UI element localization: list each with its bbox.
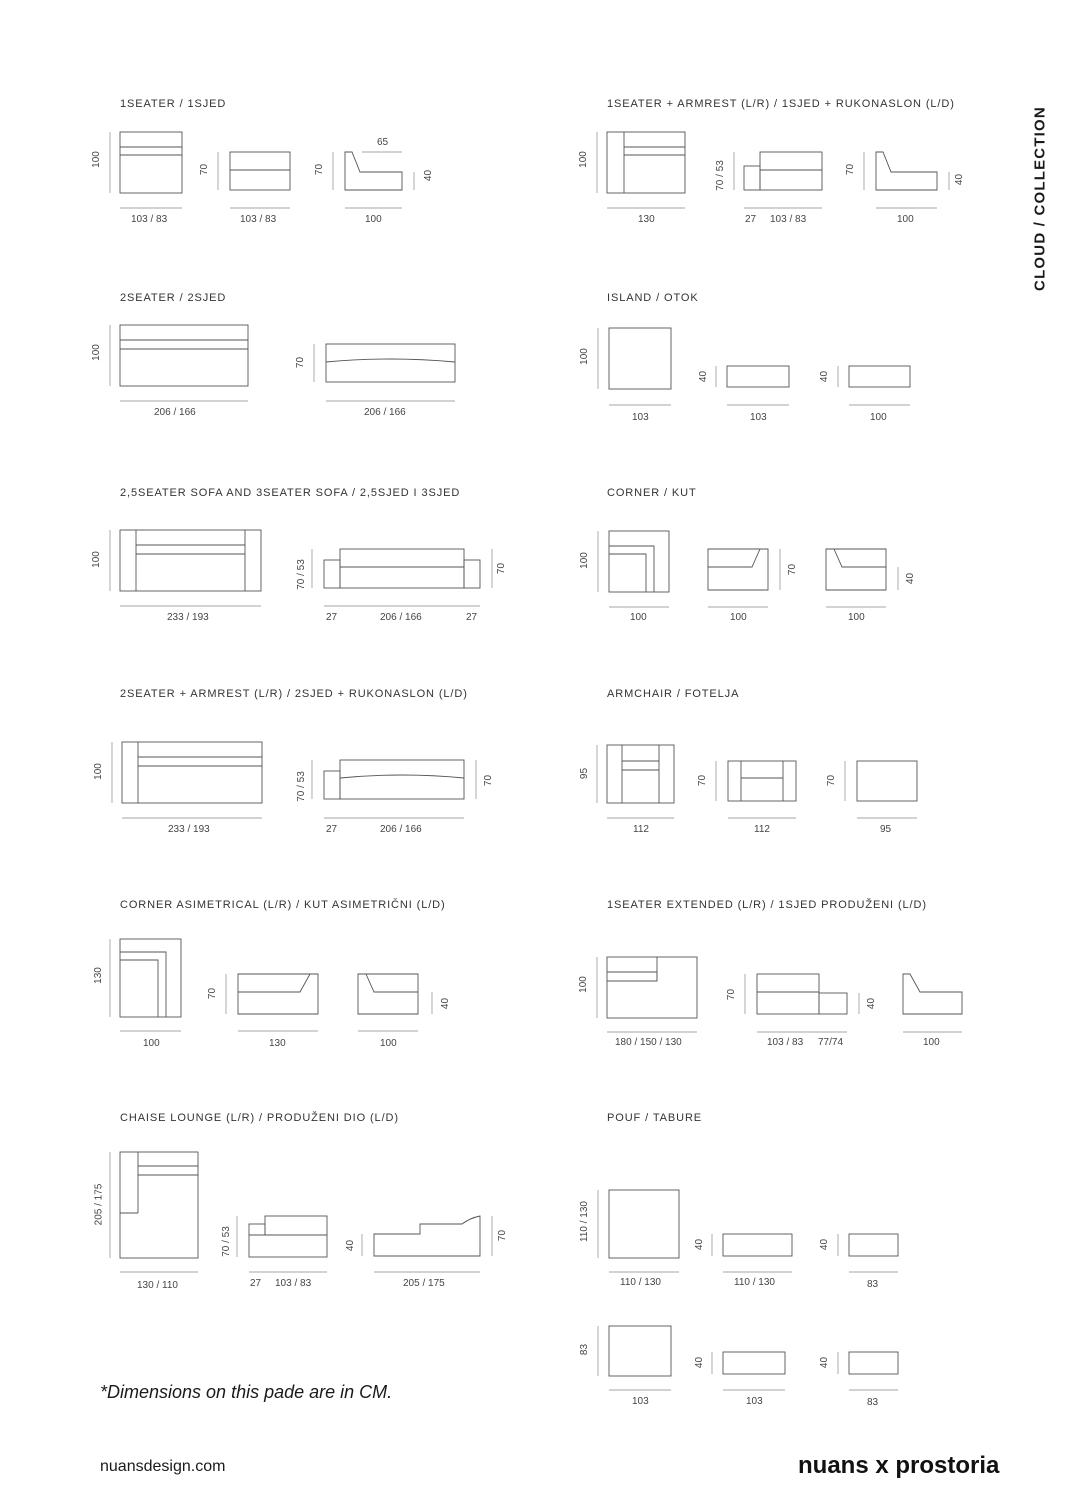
dimension-label: 40 bbox=[440, 997, 452, 1010]
drawing-pouf bbox=[598, 1190, 898, 1390]
dimension-label: 70 / 53 bbox=[295, 771, 307, 802]
dimension-label: 27 bbox=[326, 824, 338, 835]
dimension-label: 100 bbox=[897, 214, 914, 225]
section-title: CORNER / KUT bbox=[607, 487, 697, 499]
dimension-label: 103 bbox=[632, 412, 649, 423]
dimension-label: 95 bbox=[579, 767, 591, 780]
dimension-label: 65 bbox=[377, 137, 389, 148]
dimension-label: 77/74 bbox=[818, 1037, 844, 1048]
dimension-label: 40 bbox=[698, 370, 710, 383]
dimension-label: 100 bbox=[380, 1038, 397, 1049]
section-title: POUF / TABURE bbox=[607, 1112, 703, 1124]
dimension-label: 206 / 166 bbox=[364, 407, 406, 418]
section-title: 1SEATER EXTENDED (L/R) / 1SJED PRODUŽENI (L/D) bbox=[607, 899, 927, 911]
dimension-label: 100 bbox=[577, 976, 589, 993]
section-title: ISLAND / OTOK bbox=[607, 292, 699, 304]
dimension-label: 130 bbox=[638, 214, 655, 225]
dimension-label: 70 bbox=[697, 774, 709, 787]
dimension-label: 83 bbox=[867, 1279, 879, 1290]
dimension-label: 100 bbox=[365, 214, 382, 225]
dimension-label: 70 bbox=[483, 774, 495, 787]
dimension-label: 103 bbox=[632, 1396, 649, 1407]
dimension-label: 205 / 175 bbox=[93, 1183, 105, 1226]
drawing-2seater bbox=[110, 325, 455, 401]
dimension-label: 100 bbox=[848, 612, 865, 623]
dimension-label: 206 / 166 bbox=[380, 612, 422, 623]
drawing-1seater-armrest bbox=[597, 132, 949, 208]
drawing-corner bbox=[598, 531, 898, 607]
collection-title: CLOUD / COLLECTION bbox=[1031, 106, 1049, 291]
section-title: 2SEATER + ARMREST (L/R) / 2SJED + RUKONASLON (L/D) bbox=[120, 688, 468, 700]
dimension-label: 103 bbox=[750, 412, 767, 423]
dimension-label: 83 bbox=[579, 1343, 591, 1356]
dimension-label: 206 / 166 bbox=[380, 824, 422, 835]
brand-name: nuans x prostoria bbox=[798, 1452, 1000, 1479]
dimension-label: 110 / 130 bbox=[620, 1277, 661, 1288]
dimension-label: 103 / 83 bbox=[275, 1278, 312, 1289]
dimension-label: 110 / 130 bbox=[734, 1277, 775, 1288]
dimension-label: 83 bbox=[867, 1397, 879, 1408]
dimension-label: 130 bbox=[92, 967, 104, 984]
dimension-label: 27 bbox=[326, 612, 338, 623]
dimension-label: 130 / 110 bbox=[137, 1280, 178, 1291]
dimension-label: 70 bbox=[207, 987, 219, 1000]
section-title: ARMCHAIR / FOTELJA bbox=[607, 688, 740, 700]
dimension-label: 180 / 150 / 130 bbox=[615, 1037, 682, 1048]
dimension-label: 100 bbox=[578, 552, 590, 569]
dimension-label: 130 bbox=[269, 1038, 286, 1049]
dimension-label: 40 bbox=[819, 370, 831, 383]
dimension-label: 100 bbox=[730, 612, 747, 623]
dimension-label: 40 bbox=[866, 997, 878, 1010]
dimension-label: 40 bbox=[954, 173, 966, 186]
section-title: 2,5SEATER SOFA AND 3SEATER SOFA / 2,5SJED I 3SJED bbox=[120, 487, 461, 499]
dimension-label: 40 bbox=[694, 1356, 706, 1369]
dimension-label: 27 bbox=[466, 612, 478, 623]
dimension-label: 70 / 53 bbox=[295, 559, 307, 590]
dimension-label: 95 bbox=[880, 824, 892, 835]
dimension-label: 40 bbox=[345, 1239, 357, 1252]
dimension-label: 27 bbox=[745, 214, 757, 225]
dimension-label: 70 bbox=[314, 163, 326, 176]
dimension-label: 40 bbox=[423, 169, 435, 182]
dimension-label: 205 / 175 bbox=[403, 1278, 445, 1289]
dimension-label: 27 bbox=[250, 1278, 262, 1289]
website-link[interactable]: nuansdesign.com bbox=[100, 1458, 226, 1475]
dimension-label: 103 / 83 bbox=[240, 214, 277, 225]
units-note: *Dimensions on this pade are in CM. bbox=[100, 1382, 393, 1402]
dimension-label: 70 bbox=[787, 563, 799, 576]
dimension-label: 100 bbox=[870, 412, 887, 423]
dimension-label: 103 / 83 bbox=[767, 1037, 804, 1048]
dimension-label: 100 bbox=[143, 1038, 160, 1049]
dimension-label: 100 bbox=[923, 1037, 940, 1048]
dimension-label: 233 / 193 bbox=[167, 612, 209, 623]
dimension-label: 70 bbox=[295, 356, 307, 369]
dimension-label: 70 bbox=[497, 1229, 509, 1242]
drawing-corner-asym bbox=[110, 939, 432, 1031]
dimension-label: 233 / 193 bbox=[168, 824, 210, 835]
dimension-label: 110 / 130 bbox=[578, 1201, 590, 1242]
dimension-label: 70 bbox=[726, 988, 738, 1001]
dimension-label: 70 / 53 bbox=[220, 1226, 232, 1257]
dimension-label: 100 bbox=[90, 551, 102, 568]
dimension-label: 100 bbox=[90, 151, 102, 168]
section-title: CORNER ASIMETRICAL (L/R) / KUT ASIMETRIČNI (L/D) bbox=[120, 899, 446, 911]
dimension-label: 103 bbox=[746, 1396, 763, 1407]
dimension-label: 70 / 53 bbox=[714, 160, 726, 191]
dimension-label: 100 bbox=[630, 612, 647, 623]
dimension-label: 100 bbox=[92, 763, 104, 780]
drawing-2seater-armrest bbox=[112, 742, 476, 818]
dimension-label: 100 bbox=[578, 348, 590, 365]
dimension-label: 112 bbox=[633, 824, 649, 835]
section-title: 1SEATER + ARMREST (L/R) / 1SJED + RUKONASLON (L/D) bbox=[607, 98, 955, 110]
side-label bbox=[1000, 106, 1080, 291]
section-title: CHAISE LOUNGE (L/R) / PRODUŽENI DIO (L/D) bbox=[120, 1112, 399, 1124]
dimension-label: 40 bbox=[694, 1238, 706, 1251]
dimension-label: 70 bbox=[845, 163, 857, 176]
section-title: 1SEATER / 1SJED bbox=[120, 98, 227, 110]
dimension-label: 40 bbox=[905, 572, 917, 585]
dimension-label: 206 / 166 bbox=[154, 407, 196, 418]
drawing-1seater-extended bbox=[597, 957, 962, 1032]
dimension-label: 100 bbox=[577, 151, 589, 168]
dimension-label: 100 bbox=[90, 344, 102, 361]
dimension-label: 40 bbox=[819, 1356, 831, 1369]
dimension-label: 40 bbox=[819, 1238, 831, 1251]
dimension-label: 103 / 83 bbox=[131, 214, 168, 225]
dimension-label: 70 bbox=[826, 774, 838, 787]
drawing-island bbox=[598, 328, 910, 405]
drawing-1seater bbox=[110, 132, 414, 208]
drawing-armchair bbox=[597, 745, 917, 818]
dimension-label: 70 bbox=[199, 163, 211, 176]
dimension-label: 70 bbox=[496, 562, 508, 575]
dimension-label: 103 / 83 bbox=[770, 214, 807, 225]
drawing-chaise-lounge bbox=[110, 1152, 492, 1272]
dimension-label: 112 bbox=[754, 824, 770, 835]
section-title: 2SEATER / 2SJED bbox=[120, 292, 227, 304]
